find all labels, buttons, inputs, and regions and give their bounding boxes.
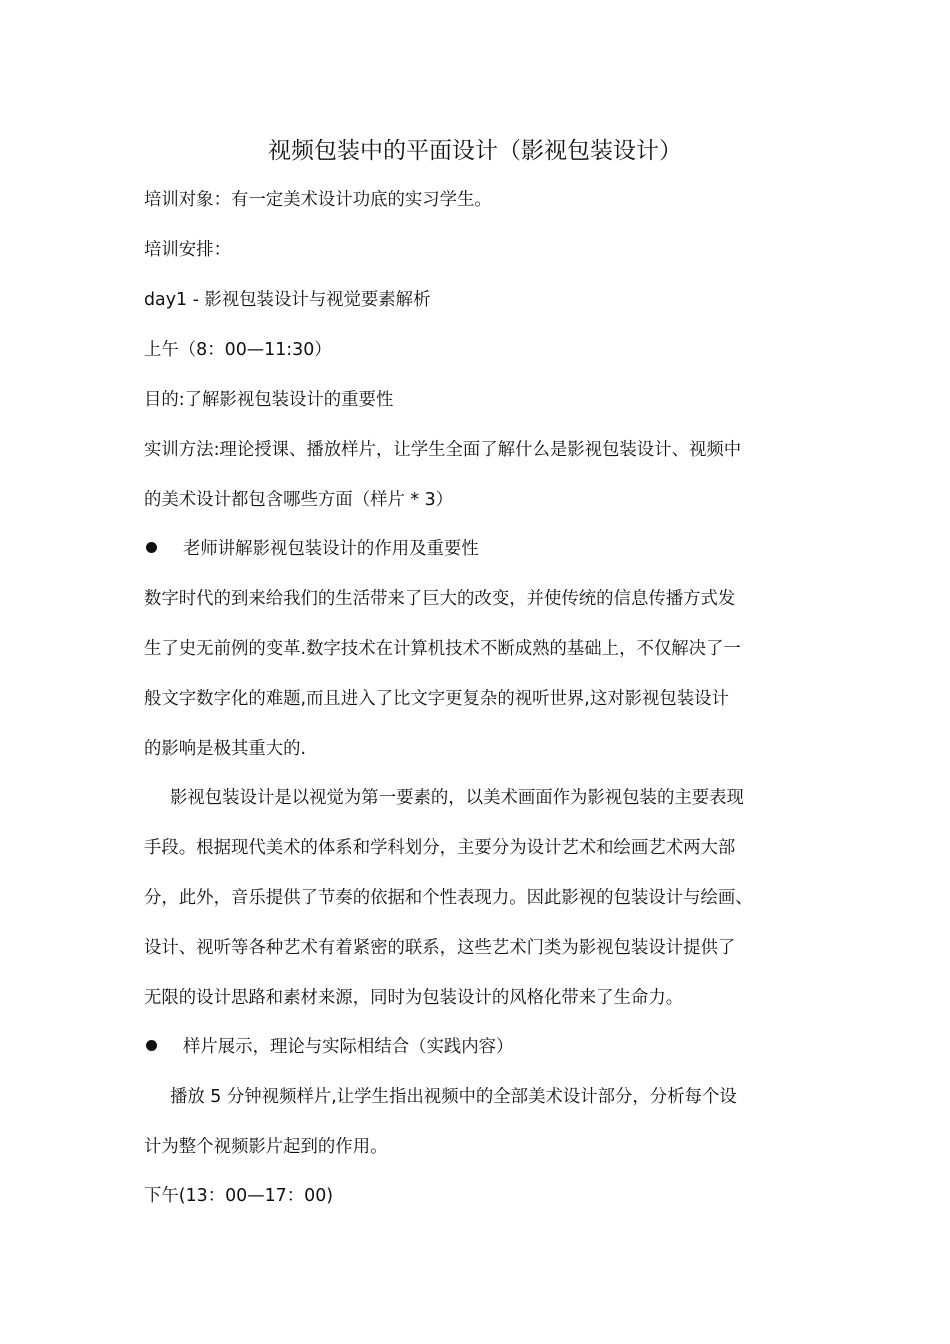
bullet-item-lecture <box>144 535 479 563</box>
purpose-line: 目的:了解影视包装设计的重要性 <box>144 390 394 410</box>
method-line-1: 实训方法:理论授课、播放样片，让学生全面了解什么是影视包装设计、视频中 <box>144 440 742 460</box>
paragraph-line: 般文字数字化的难题,而且进入了比文字更复杂的视听世界,这对影视包装设计 <box>144 689 729 709</box>
paragraph-line: 分，此外，音乐提供了节奏的依据和个性表现力。因此影视的包装设计与绘画、 <box>144 888 753 908</box>
bullet-dot-icon <box>146 542 157 553</box>
training-schedule-label: 培训安排： <box>144 240 231 260</box>
paragraph-line: 影视包装设计是以视觉为第一要素的，以美术画面作为影视包装的主要表现 <box>170 788 744 808</box>
training-target: 培训对象：有一定美术设计功底的实习学生。 <box>144 190 492 210</box>
paragraph-line: 数字时代的到来给我们的生活带来了巨大的改变，并使传统的信息传播方式发 <box>144 589 736 609</box>
bullet-dot-icon <box>146 1040 157 1051</box>
method-line-2: 的美术设计都包含哪些方面（样片 * 3） <box>144 490 454 510</box>
paragraph-line: 的影响是极其重大的. <box>144 739 307 759</box>
paragraph-line: 播放 5 分钟视频样片,让学生指出视频中的全部美术设计部分，分析每个设 <box>170 1087 737 1107</box>
day1-heading: day1 - 影视包装设计与视觉要素解析 <box>144 290 431 310</box>
bullet-text: 样片展示，理论与实际相结合（实践内容） <box>183 1037 514 1057</box>
bullet-item-samples <box>144 1033 513 1061</box>
paragraph-line: 手段。根据现代美术的体系和学科划分，主要分为设计艺术和绘画艺术两大部 <box>144 838 736 858</box>
paragraph-line: 生了史无前例的变革.数字技术在计算机技术不断成熟的基础上，不仅解决了一 <box>144 639 741 659</box>
afternoon-time: 下午(13：00—17：00) <box>144 1186 334 1206</box>
paragraph-line: 无限的设计思路和素材来源，同时为包装设计的风格化带来了生命力。 <box>144 988 684 1008</box>
paragraph-line: 计为整个视频影片起到的作用。 <box>144 1137 388 1157</box>
paragraph-line: 设计、视听等各种艺术有着紧密的联系，这些艺术门类为影视包装设计提供了 <box>144 938 736 958</box>
document-title: 视频包装中的平面设计（影视包装设计） <box>268 138 682 164</box>
bullet-text: 老师讲解影视包装设计的作用及重要性 <box>183 539 479 559</box>
morning-time: 上午（8：00—11:30） <box>144 340 332 360</box>
